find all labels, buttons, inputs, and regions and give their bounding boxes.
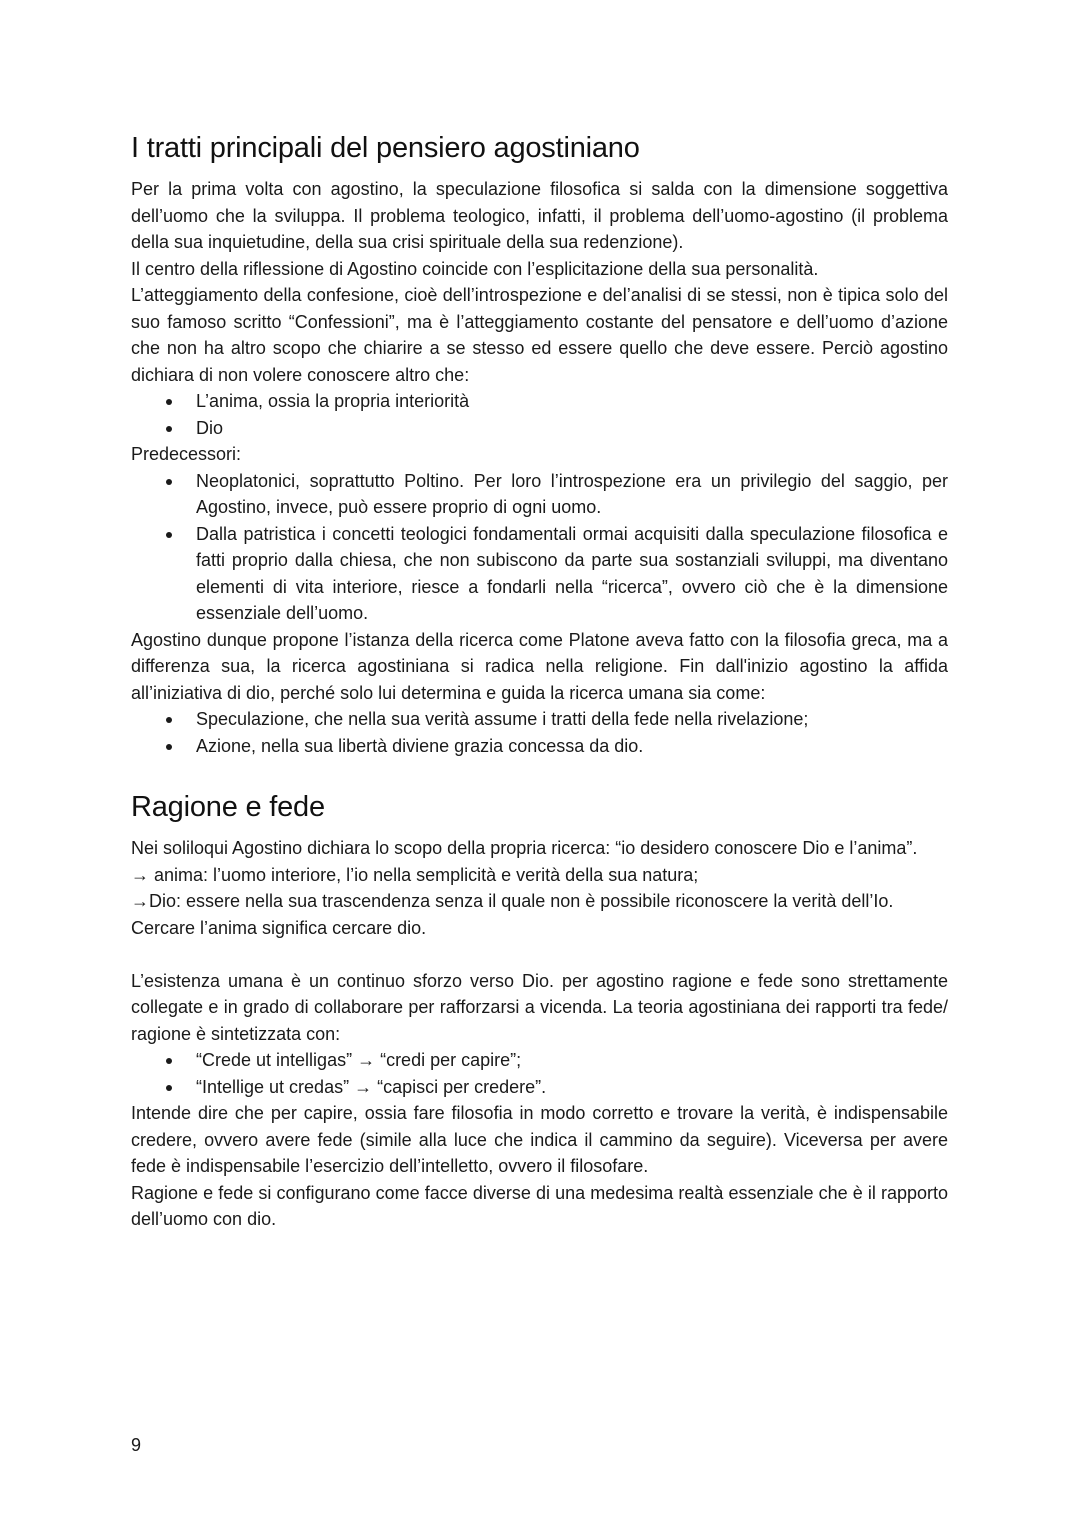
arrow-line-dio: →Dio: essere nella sua trascendenza senza il quale non è possibile riconoscere la verità dell’Io. <box>131 891 894 911</box>
page-number: 9 <box>131 1435 142 1455</box>
list-item: “Intellige ut credas” → “capisci per credere”. <box>196 1074 948 1101</box>
list-item: Neoplatonici, soprattutto Poltino. Per loro l’introspezione era un privilegio del saggio, per Agostino, invece, può essere proprio di ogni uomo. <box>196 468 948 521</box>
arrow-line-anima: → anima: l’uomo interiore, l’io nella semplicità e verità della sua natura; <box>131 864 699 885</box>
bullet-list-conoscere <box>131 388 948 441</box>
paragraph: Intende dire che per capire, ossia fare filosofia in modo corretto e trovare la verità, è indispensabile credere, ovvero avere fede (simile alla luce che indica il cammino da seguire). Viceversa per avere fede è indispensabile l’esercizio dell’intelletto, ovvero il filosofare. <box>131 1103 948 1176</box>
blank-line <box>131 941 948 968</box>
predecessors-label: Predecessori: <box>131 444 242 464</box>
list-item: Dio <box>196 415 948 442</box>
bullet-list-ricerca <box>131 706 948 759</box>
paragraph: Cercare l’anima significa cercare dio. <box>131 917 427 938</box>
bullet-list-massime <box>131 1047 948 1100</box>
document-page <box>131 128 948 1233</box>
paragraph: Per la prima volta con agostino, la speculazione filosofica si salda con la dimensione soggettiva dell’uomo che la sviluppa. Il problema teologico, infatti, il problema dell’uomo-agostino (il problema della sua inquietudine, della sua crisi spirituale della sua redenzione). <box>131 179 948 252</box>
list-item: Speculazione, che nella sua verità assume i tratti della fede nella rivelazione; <box>196 706 948 733</box>
list-item: Azione, nella sua libertà diviene grazia concessa da dio. <box>196 733 948 760</box>
paragraph: L’esistenza umana è un continuo sforzo verso Dio. per agostino ragione e fede sono strettamente collegate e in grado di collaborare per rafforzarsi a vicenda. La teoria agostiniana dei rapporti tra fede/ ragione è sintetizzata con: <box>131 970 948 1044</box>
list-item: L’anima, ossia la propria interiorità <box>196 388 948 415</box>
section-heading-ragione-e-fede: Ragione e fede <box>131 791 325 823</box>
bullet-list-predecessori <box>131 468 948 627</box>
section-heading-pensiero-agostiniano: I tratti principali del pensiero agostiniano <box>131 132 640 164</box>
list-item: Dalla patristica i concetti teologici fondamentali ormai acquisiti dalla speculazione filosofica e fatti proprio dalla chiesa, che non subiscono da parte sua sostanziali sviluppi, ma diventano elementi di vita interiore, riesce a fondarli nella “ricerca”, ovvero ciò che è la dimensione essenziale dell’uomo. <box>196 521 948 627</box>
paragraph: L’atteggiamento della confesione, cioè dell’introspezione e del’analisi di se stessi, non è tipica solo del suo famoso scritto “Confessioni”, ma è l’atteggiamento costante del pensatore e dell’uomo d’azione che non ha altro scopo che chiarire a se stesso ed essere quello che deve essere. Perciò agostino dichiara di non volere conoscere altro che: <box>131 285 948 385</box>
paragraph: Ragione e fede si configurano come facce diverse di una medesima realtà essenziale che è il rapporto dell’uomo con dio. <box>131 1182 948 1229</box>
paragraph: Il centro della riflessione di Agostino coincide con l’esplicitazione della sua personalità. <box>131 258 819 279</box>
paragraph: Nei soliloqui Agostino dichiara lo scopo della propria ricerca: “io desidero conoscere Dio e l’anima”. <box>131 838 918 858</box>
paragraph: Agostino dunque propone l’istanza della ricerca come Platone aveva fatto con la filosofia greca, ma a differenza sua, la ricerca agostiniana si radica nella religione. Fin dall'inizio agostino la affida all’iniziativa di dio, perché solo lui determina e guida la ricerca umana sia come: <box>131 629 948 703</box>
list-item: “Crede ut intelligas” → “credi per capire”; <box>196 1047 948 1074</box>
